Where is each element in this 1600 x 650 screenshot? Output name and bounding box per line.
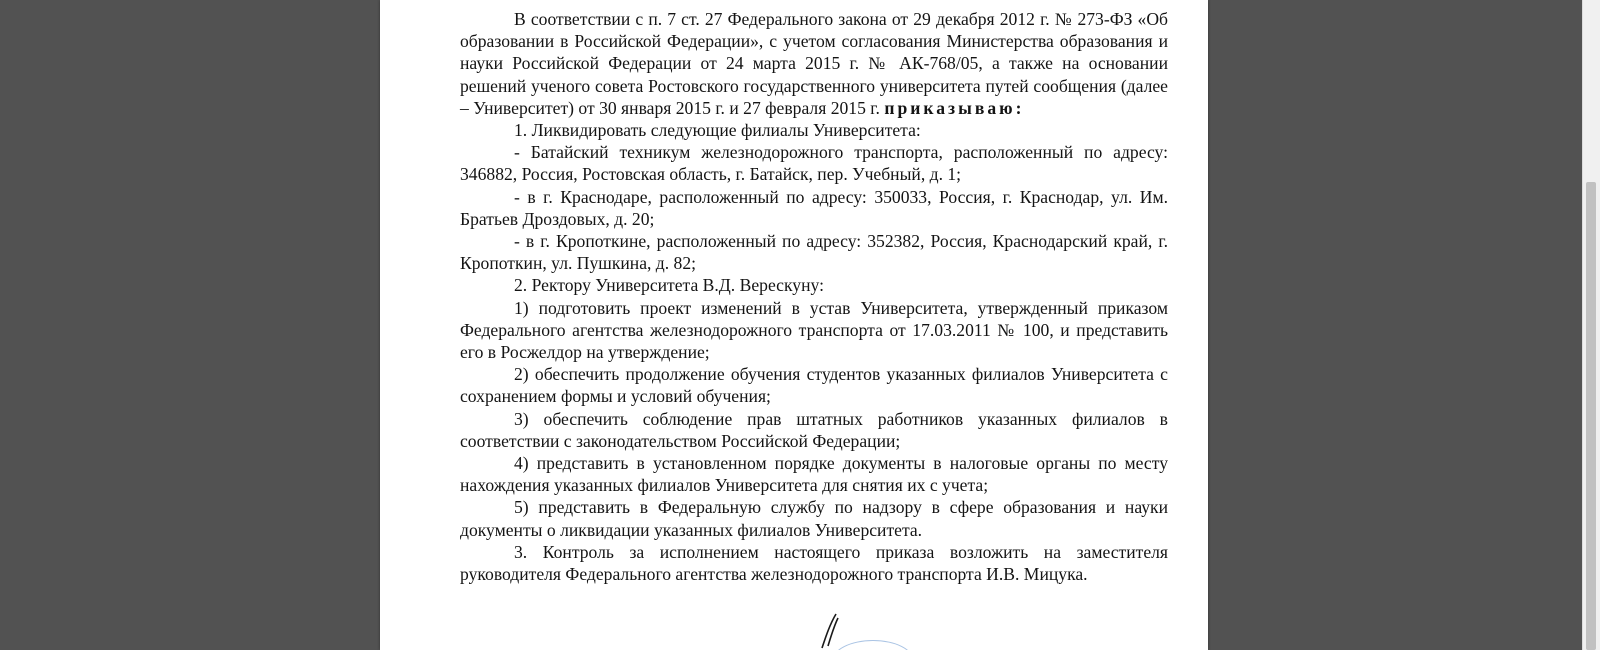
vertical-scrollbar[interactable] (1582, 0, 1600, 650)
subitem-4-paragraph: 4) представить в установленном порядке документы в налоговые органы по месту нахождения указанных филиалов Университета для снятия их с учета; (460, 453, 1168, 496)
preamble-text: В соответствии с п. 7 ст. 27 Федерального закона от 29 декабря 2012 г. № 273-ФЗ «Об образовании в Российской Федерации», с учетом согласования Министерства образования и науки Российской Федерации от 24 марта 2015 г. № АК-768/05, а также на основании решений ученого совета Ростовского государственного университета путей сообщения (далее – Университет) от 30 января 2015 г. и 27 февраля 2015 г. (460, 9, 1168, 118)
branch-kropotkin-paragraph: - в г. Кропоткине, расположенный по адресу: 352382, Россия, Краснодарский край, г. Кропоткин, ул. Пушкина, д. 82; (460, 231, 1168, 274)
stamp-icon (832, 640, 914, 650)
subitem-5-paragraph: 5) представить в Федеральную службу по надзору в сфере образования и науки документы о ликвидации указанных филиалов Университета. (460, 497, 1168, 540)
order-word: приказываю: (884, 97, 1025, 118)
document-page (380, 0, 1208, 650)
subitem-2-paragraph: 2) обеспечить продолжение обучения студентов указанных филиалов Университета с сохранением формы и условий обучения; (460, 364, 1168, 407)
signature-mark-icon (816, 610, 844, 650)
item-2-paragraph: 2. Ректору Университета В.Д. Верескуну: (514, 275, 824, 296)
item-3-paragraph: 3. Контроль за исполнением настоящего приказа возложить на заместителя руководителя Федерального агентства железнодорожного транспорта И.В. Мицука. (460, 541, 1168, 585)
document-text (460, 8, 1168, 585)
subitem-3-paragraph: 3) обеспечить соблюдение прав штатных работников указанных филиалов в соответствии с законодательством Российской Федерации; (460, 408, 1168, 451)
preamble-paragraph (460, 8, 1168, 119)
branch-krasnodar-paragraph: - в г. Краснодаре, расположенный по адресу: 350033, Россия, г. Краснодар, ул. Им. Братьев Дроздовых, д. 20; (460, 186, 1168, 229)
scrollbar-thumb[interactable] (1586, 182, 1596, 650)
branch-bataysk-paragraph: - Батайский техникум железнодорожного транспорта, расположенный по адресу: 346882, Россия, Ростовская область, г. Батайск, пер. Учебный, д. 1; (460, 142, 1168, 185)
subitem-1-paragraph: 1) подготовить проект изменений в устав Университета, утвержденный приказом Федерального агентства железнодорожного транспорта от 17.03.2011 № 100, и представить его в Росжелдор на утверждение; (460, 297, 1168, 363)
item-1-paragraph: 1. Ликвидировать следующие филиалы Университета: (514, 120, 921, 141)
